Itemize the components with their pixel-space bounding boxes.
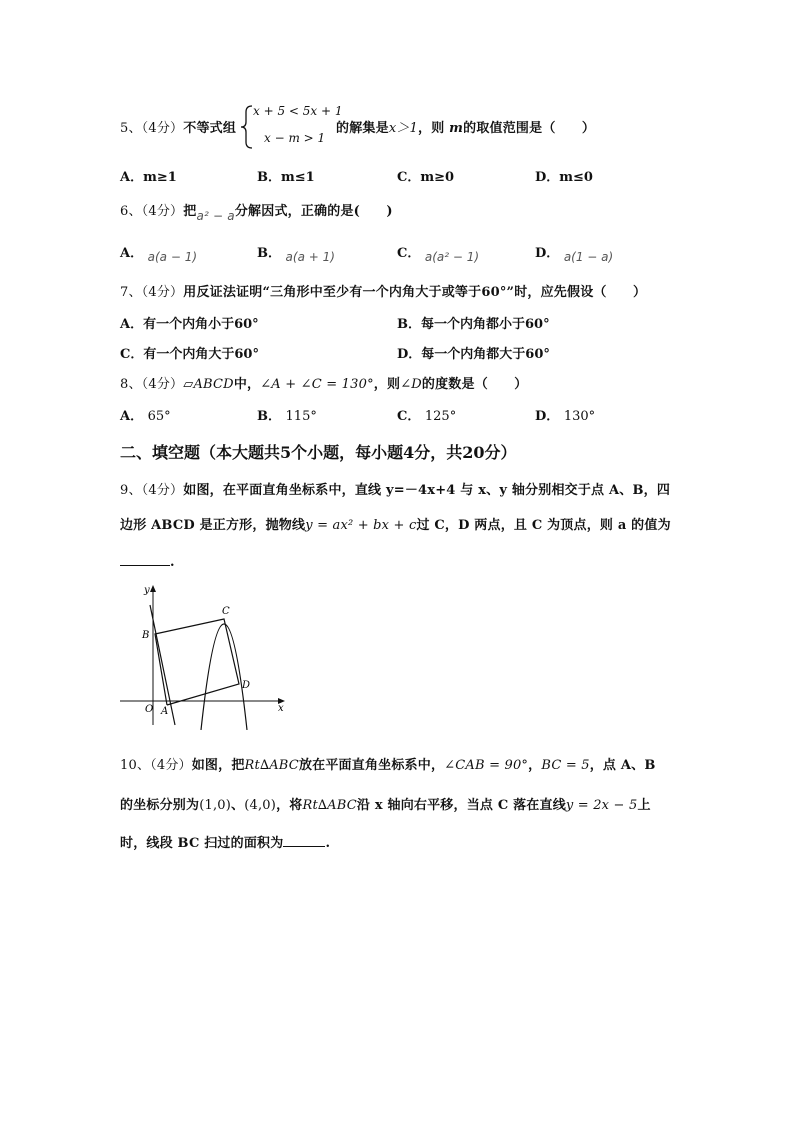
q6-option-d[interactable]	[535, 242, 614, 264]
option-label: D．	[397, 347, 422, 362]
label-y: y	[144, 585, 150, 596]
q9-line2-a: 边形 ABCD 是正方形，抛物线	[120, 518, 306, 533]
q10-line1	[120, 754, 656, 773]
q7-option-c[interactable]	[120, 343, 259, 362]
q5-option-d[interactable]	[535, 166, 593, 185]
y-axis-arrow	[150, 585, 156, 592]
q10-l2-p2: (4,0)	[244, 798, 277, 813]
q10-line2	[120, 794, 651, 813]
q10-l3-a: 时，线段 BC 扫过的面积为	[120, 836, 284, 851]
label-o: O	[145, 704, 154, 715]
q6-stem	[120, 200, 393, 223]
q5-option-c[interactable]	[397, 166, 454, 185]
q5-text-after: ，则	[418, 121, 445, 136]
q5-text-before: 不等式组	[183, 121, 237, 136]
q10-l2-b: 、	[231, 798, 245, 813]
option-label: A．	[120, 246, 144, 261]
q10-line3	[120, 832, 330, 851]
q6-text-after: 分解因式，正确的是( )	[234, 204, 393, 219]
option-label: A．	[120, 409, 144, 424]
q6-text-before: 把	[183, 204, 197, 219]
q9-period: .	[170, 555, 175, 570]
q9-figure	[115, 580, 295, 730]
option-text: a(1 − a)	[563, 250, 614, 264]
option-label: B．	[257, 409, 281, 424]
q10-l2-p1: (1,0)	[199, 798, 232, 813]
option-label: D．	[535, 170, 560, 185]
q8-shape: ▱ABCD	[183, 377, 234, 392]
q10-number: 10、（4分）	[120, 758, 192, 773]
q10-l2-a: 的坐标分别为	[120, 798, 200, 813]
q6-option-b[interactable]	[257, 242, 335, 264]
q7-option-d[interactable]	[397, 343, 550, 362]
option-text: m≥0	[420, 170, 455, 185]
q5-number: 5、（4分）	[120, 121, 184, 136]
option-label: C．	[397, 170, 421, 185]
q5-system-brace	[240, 104, 254, 150]
label-x: x	[278, 703, 284, 714]
q5-stem-rest	[336, 117, 595, 136]
q9-line3	[120, 553, 175, 570]
option-label: D．	[535, 409, 560, 424]
option-label: D．	[535, 246, 560, 261]
q10-l1-bc: BC = 5	[541, 758, 590, 773]
q8-angle: ∠D	[400, 377, 422, 392]
option-text: 130°	[563, 409, 596, 424]
q10-l1-c: ，	[528, 758, 542, 773]
q10-l1-tri: Rt∆ABC	[244, 758, 299, 773]
q6-number: 6、（4分）	[120, 204, 184, 219]
q8-stem	[120, 373, 528, 392]
q9-line2	[120, 514, 671, 533]
q5-system-line1: x + 5 < 5x + 1	[253, 104, 343, 118]
option-text: 65°	[147, 409, 171, 424]
q8-option-d[interactable]	[535, 405, 595, 424]
label-c: C	[222, 606, 230, 617]
q10-l2-c: ，将	[276, 798, 303, 813]
q5-option-a[interactable]	[120, 166, 177, 185]
option-text: 有一个内角小于60°	[143, 317, 259, 332]
q10-l2-tri: Rt∆ABC	[302, 798, 357, 813]
q5-text-mid: 的解集是	[336, 121, 389, 136]
option-text: a(a² − 1)	[424, 250, 480, 264]
q8-text-end: 的度数是（ ）	[421, 377, 528, 392]
q10-l1-d: ，点 A、B	[589, 758, 656, 773]
option-text: 每一个内角都小于60°	[421, 317, 550, 332]
option-text: m≤1	[281, 170, 315, 185]
label-b: B	[142, 630, 150, 641]
option-text: m≤0	[559, 170, 593, 185]
q10-l3-b: .	[325, 836, 331, 851]
option-label: A．	[120, 317, 144, 332]
section-heading-fill-in: 二、填空题（本大题共5个小题，每小题4分，共20分）	[120, 443, 517, 462]
q5-stem	[120, 117, 236, 136]
parabola	[201, 624, 247, 730]
option-label: B．	[257, 246, 281, 261]
q8-expr: ∠A + ∠C = 130°	[260, 377, 374, 392]
q7-option-a[interactable]	[120, 313, 259, 332]
q9-number: 9、（4分）	[120, 483, 184, 498]
q9-line2-expr: y = ax² + bx + c	[305, 518, 417, 533]
q5-cond: x＞1	[388, 121, 419, 136]
label-d: D	[242, 680, 251, 691]
q10-l1-b: 放在平面直角坐标系中，	[298, 758, 445, 773]
q10-l1-angle: ∠CAB = 90°	[444, 758, 529, 773]
q8-option-c[interactable]	[397, 405, 456, 424]
q7-option-b[interactable]	[397, 313, 550, 332]
option-label: C．	[120, 347, 144, 362]
option-label: A．	[120, 170, 144, 185]
q5-var: m	[449, 121, 464, 136]
q9-answer-blank[interactable]	[120, 553, 170, 566]
option-text: 125°	[424, 409, 457, 424]
q7-text: 用反证法证明“三角形中至少有一个内角大于或等于60°”时，应先假设（ ）	[183, 285, 647, 300]
option-label: C．	[397, 409, 421, 424]
q6-option-c[interactable]	[397, 242, 480, 264]
q8-number: 8、（4分）	[120, 377, 184, 392]
option-text: m≥1	[143, 170, 177, 185]
q6-expr: a² − a	[196, 209, 235, 223]
q8-option-b[interactable]	[257, 405, 317, 424]
q8-text-mid: 中，	[233, 377, 261, 392]
q10-l2-d: 沿 x 轴向右平移，当点 C 落在直线	[356, 798, 566, 813]
q9-line1	[120, 479, 670, 498]
q5-option-b[interactable]	[257, 166, 315, 185]
q8-option-a[interactable]	[120, 405, 171, 424]
q8-text-mid2: ，则	[373, 377, 401, 392]
option-text: 有一个内角大于60°	[143, 347, 259, 362]
q5-system-line2: x − m > 1	[264, 131, 326, 145]
q5-text-end: 的取值范围是（ ）	[463, 121, 596, 136]
option-label: B．	[397, 317, 421, 332]
q10-l2-e: 上	[637, 798, 651, 813]
option-label: C．	[397, 246, 421, 261]
q10-l1-a: 如图，把	[191, 758, 245, 773]
option-text: 115°	[285, 409, 317, 424]
option-text: a(a + 1)	[285, 250, 335, 264]
option-text: 每一个内角都大于60°	[421, 347, 550, 362]
q10-l2-line: y = 2x − 5	[565, 798, 638, 813]
q7-number: 7、（4分）	[120, 285, 184, 300]
option-text: a(a − 1)	[147, 250, 198, 264]
q10-answer-blank[interactable]	[283, 834, 325, 847]
q9-line2-b: 过 C，D 两点，且 C 为顶点，则 a 的值为	[416, 518, 671, 533]
q6-option-a[interactable]	[120, 242, 198, 264]
label-a: A	[161, 706, 169, 717]
q7-stem	[120, 281, 646, 300]
q9-line1-text: 如图，在平面直角坐标系中，直线 y=－4x+4 与 x、y 轴分别相交于点 A、B，四	[183, 483, 671, 498]
option-label: B．	[257, 170, 281, 185]
